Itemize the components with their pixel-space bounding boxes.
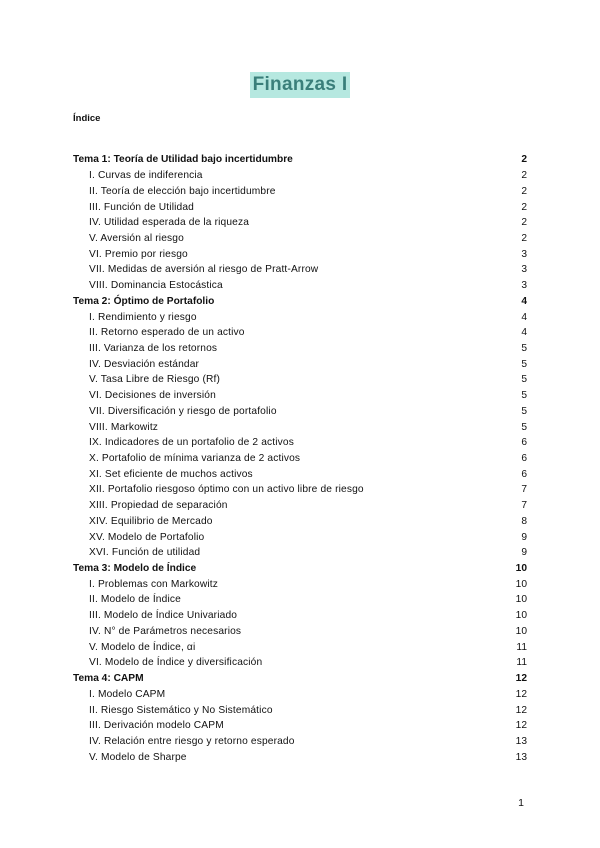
- toc-entry-title: VII. Diversificación y riesgo de portafolio: [89, 405, 277, 417]
- toc-topic-row[interactable]: [73, 152, 527, 168]
- index-heading: Índice: [73, 113, 101, 124]
- toc-entry-row[interactable]: [73, 655, 527, 671]
- toc-entry-title: VI. Premio por riesgo: [89, 248, 188, 260]
- toc-entry-row[interactable]: [73, 545, 527, 561]
- toc-entry-title: XIII. Propiedad de separación: [89, 500, 228, 512]
- toc-topic-title: Tema 1: Teoría de Utilidad bajo incertidumbre: [73, 154, 293, 166]
- toc-topic-row[interactable]: [73, 293, 527, 309]
- toc-entry-row[interactable]: [73, 341, 527, 357]
- toc-entry-page: 9: [521, 531, 527, 543]
- toc-entry-row[interactable]: [73, 325, 527, 341]
- toc-entry-title: IV. Desviación estándar: [89, 358, 200, 370]
- toc-entry-title: V. Aversión al riesgo: [89, 232, 184, 244]
- toc-entry-title: VIII. Dominancia Estocástica: [89, 280, 223, 292]
- toc-entry-row[interactable]: [73, 388, 527, 404]
- toc-entry-title: III. Modelo de Índice Univariado: [89, 610, 238, 622]
- toc-entry-row[interactable]: [73, 404, 527, 420]
- toc-entry-page: 13: [515, 735, 527, 747]
- toc-entry-title: XI. Set eficiente de muchos activos: [89, 468, 253, 480]
- toc-entry-row[interactable]: [73, 419, 527, 435]
- toc-topic-page: 10: [515, 563, 527, 575]
- toc-entry-row[interactable]: [73, 718, 527, 734]
- toc-entry-row[interactable]: [73, 231, 527, 247]
- table-of-contents: [73, 152, 527, 765]
- toc-entry-page: 5: [521, 390, 527, 402]
- toc-entry-title: XV. Modelo de Portafolio: [89, 531, 205, 543]
- toc-topic-page: 4: [521, 295, 527, 307]
- toc-entry-row[interactable]: [73, 372, 527, 388]
- toc-entry-title: V. Modelo de Índice, αi: [89, 641, 196, 653]
- toc-topic-row[interactable]: [73, 561, 527, 577]
- toc-entry-title: VIII. Markowitz: [89, 421, 159, 433]
- toc-entry-page: 10: [515, 610, 527, 622]
- toc-entry-page: 2: [521, 201, 527, 213]
- toc-entry-row[interactable]: [73, 608, 527, 624]
- toc-entry-page: 7: [521, 500, 527, 512]
- toc-entry-title: II. Retorno esperado de un activo: [89, 327, 245, 339]
- toc-entry-page: 12: [515, 720, 527, 732]
- toc-entry-page: 10: [515, 594, 527, 606]
- toc-topic-page: 2: [521, 154, 527, 166]
- toc-topic-title: Tema 2: Óptimo de Portafolio: [73, 295, 215, 307]
- toc-entry-page: 6: [521, 437, 527, 449]
- toc-entry-title: I. Rendimiento y riesgo: [89, 311, 197, 323]
- toc-entry-row[interactable]: [73, 246, 527, 262]
- toc-entry-title: XII. Portafolio riesgoso óptimo con un activo libre de riesgo: [89, 484, 364, 496]
- toc-entry-title: VI. Decisiones de inversión: [89, 390, 216, 402]
- toc-entry-title: I. Curvas de indiferencia: [89, 170, 203, 182]
- toc-entry-title: XVI. Función de utilidad: [89, 547, 201, 559]
- toc-entry-title: VI. Modelo de Índice y diversificación: [89, 657, 263, 669]
- toc-entry-title: III. Derivación modelo CAPM: [89, 720, 224, 732]
- toc-entry-page: 4: [521, 327, 527, 339]
- toc-entry-row[interactable]: [73, 309, 527, 325]
- toc-entry-page: 4: [521, 311, 527, 323]
- toc-entry-page: 2: [521, 170, 527, 182]
- toc-entry-page: 9: [521, 547, 527, 559]
- toc-entry-row[interactable]: [73, 529, 527, 545]
- toc-entry-row[interactable]: [73, 734, 527, 750]
- toc-topic-row[interactable]: [73, 671, 527, 687]
- toc-entry-page: 12: [515, 688, 527, 700]
- toc-entry-page: 5: [521, 342, 527, 354]
- toc-entry-title: III. Función de Utilidad: [89, 201, 194, 213]
- toc-entry-title: V. Tasa Libre de Riesgo (Rf): [89, 374, 221, 386]
- toc-topic-page: 12: [515, 673, 527, 685]
- toc-entry-row[interactable]: [73, 199, 527, 215]
- document-title: Finanzas I: [250, 72, 351, 98]
- toc-entry-title: II. Teoría de elección bajo incertidumbre: [89, 185, 276, 197]
- toc-entry-page: 5: [521, 405, 527, 417]
- toc-entry-row[interactable]: [73, 686, 527, 702]
- toc-entry-page: 11: [516, 641, 527, 653]
- toc-entry-page: 5: [521, 358, 527, 370]
- toc-entry-page: 2: [521, 217, 527, 229]
- document-title-wrapper: [0, 72, 600, 98]
- toc-entry-row[interactable]: [73, 482, 527, 498]
- toc-entry-page: 10: [515, 625, 527, 637]
- toc-entry-page: 5: [521, 421, 527, 433]
- toc-entry-row[interactable]: [73, 168, 527, 184]
- toc-entry-title: IV. Utilidad esperada de la riqueza: [89, 217, 250, 229]
- toc-entry-title: XIV. Equilibrio de Mercado: [89, 515, 213, 527]
- toc-entry-page: 3: [521, 264, 527, 276]
- toc-entry-page: 8: [521, 515, 527, 527]
- toc-entry-page: 2: [521, 185, 527, 197]
- toc-entry-page: 3: [521, 280, 527, 292]
- toc-entry-row[interactable]: [73, 278, 527, 294]
- toc-entry-row[interactable]: [73, 749, 527, 765]
- toc-topic-title: Tema 4: CAPM: [73, 673, 144, 685]
- toc-entry-title: IX. Indicadores de un portafolio de 2 activos: [89, 437, 294, 449]
- toc-entry-row[interactable]: [73, 639, 527, 655]
- toc-topic-title: Tema 3: Modelo de Índice: [73, 563, 197, 575]
- toc-entry-title: II. Modelo de Índice: [89, 594, 181, 606]
- toc-entry-title: I. Problemas con Markowitz: [89, 578, 219, 590]
- toc-entry-page: 13: [515, 751, 527, 763]
- toc-entry-page: 6: [521, 468, 527, 480]
- toc-entry-page: 7: [521, 484, 527, 496]
- toc-entry-row[interactable]: [73, 498, 527, 514]
- toc-entry-row[interactable]: [73, 576, 527, 592]
- toc-entry-row[interactable]: [73, 215, 527, 231]
- toc-entry-row[interactable]: [73, 451, 527, 467]
- toc-entry-row[interactable]: [73, 262, 527, 278]
- toc-entry-title: III. Varianza de los retornos: [89, 342, 218, 354]
- toc-entry-title: VII. Medidas de aversión al riesgo de Pratt-Arrow: [89, 264, 319, 276]
- toc-entry-row[interactable]: [73, 592, 527, 608]
- toc-entry-row[interactable]: [73, 183, 527, 199]
- toc-entry-row[interactable]: [73, 356, 527, 372]
- toc-entry-row[interactable]: [73, 514, 527, 530]
- toc-entry-page: 2: [521, 232, 527, 244]
- toc-entry-page: 10: [515, 578, 527, 590]
- toc-entry-page: 5: [521, 374, 527, 386]
- toc-entry-row[interactable]: [73, 466, 527, 482]
- toc-entry-page: 6: [521, 453, 527, 465]
- toc-entry-title: X. Portafolio de mínima varianza de 2 activos: [89, 453, 301, 465]
- toc-entry-title: IV. Relación entre riesgo y retorno esperado: [89, 735, 295, 747]
- toc-entry-page: 12: [515, 704, 527, 716]
- toc-entry-row[interactable]: [73, 702, 527, 718]
- toc-entry-page: 3: [521, 248, 527, 260]
- toc-entry-title: I. Modelo CAPM: [89, 688, 166, 700]
- toc-entry-row[interactable]: [73, 624, 527, 640]
- page-number: 1: [518, 797, 524, 809]
- toc-entry-row[interactable]: [73, 435, 527, 451]
- toc-entry-page: 11: [516, 657, 527, 669]
- toc-entry-title: V. Modelo de Sharpe: [89, 751, 187, 763]
- toc-entry-title: II. Riesgo Sistemático y No Sistemático: [89, 704, 273, 716]
- toc-entry-title: IV. N° de Parámetros necesarios: [89, 625, 242, 637]
